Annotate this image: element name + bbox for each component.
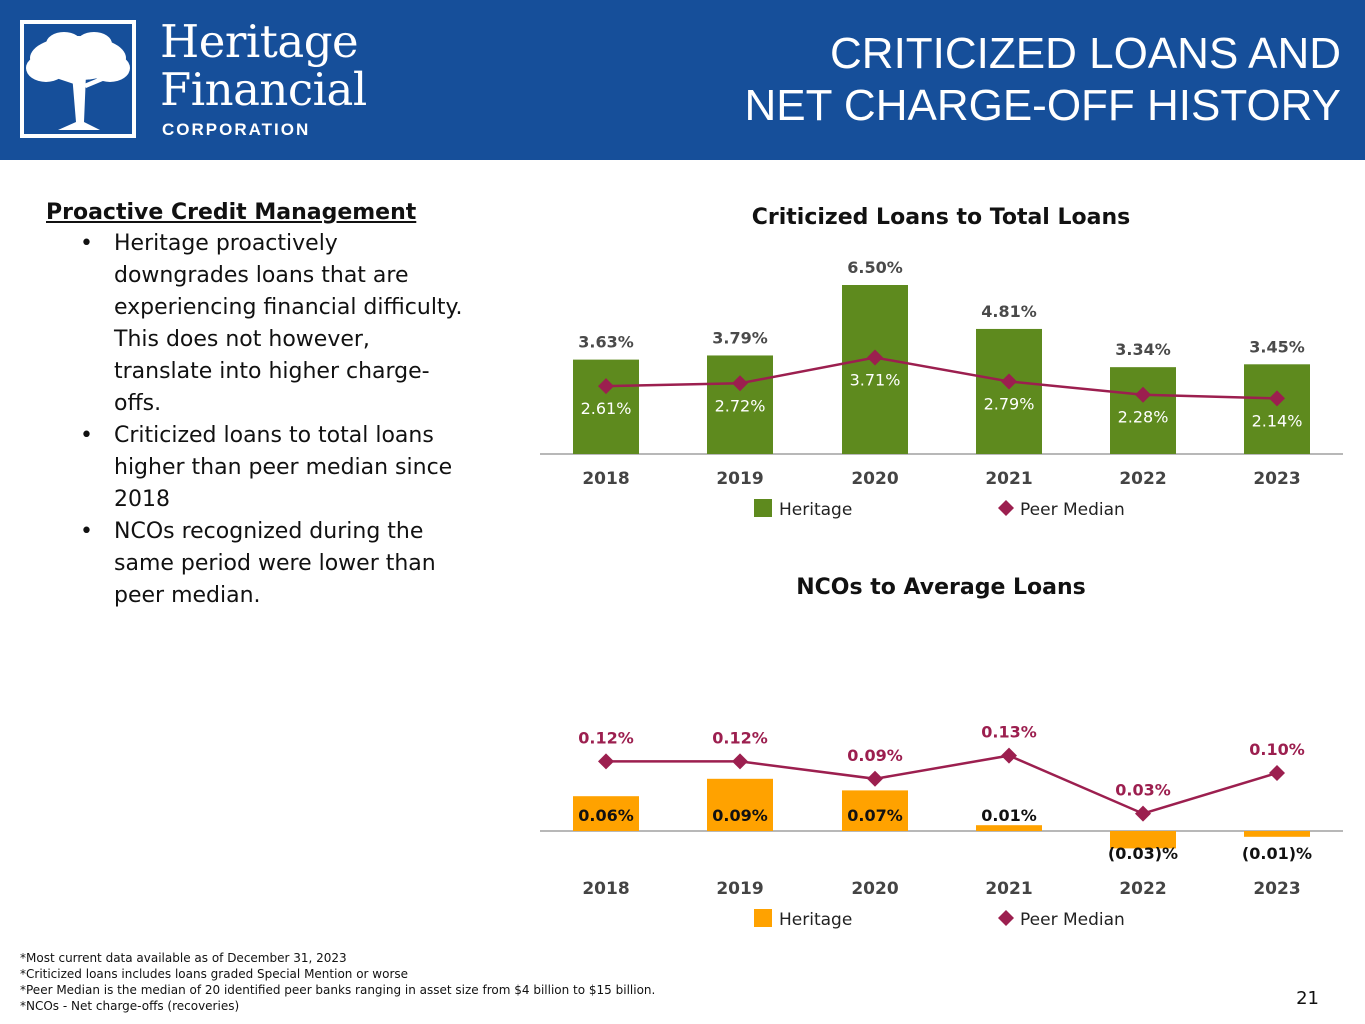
data-label-peer-median: 0.12% xyxy=(712,728,768,748)
data-label-peer-median: 2.14% xyxy=(1251,411,1303,431)
bullet-line: • Heritage proactively xyxy=(114,231,338,256)
bar-heritage xyxy=(1244,364,1310,454)
x-tick-label: 2020 xyxy=(851,469,899,489)
section-heading: Proactive Credit Management xyxy=(46,200,417,225)
data-label-heritage: 6.50% xyxy=(847,258,903,277)
x-tick-label: 2023 xyxy=(1253,469,1301,489)
data-label-peer-median: 0.12% xyxy=(578,728,634,748)
chart-title: NCOs to Average Loans xyxy=(796,575,1086,600)
data-label-heritage: 0.06% xyxy=(578,806,634,825)
chart-title: Criticized Loans to Total Loans xyxy=(751,205,1131,230)
x-tick-label: 2021 xyxy=(985,879,1033,899)
point-peer-median xyxy=(1135,806,1151,822)
data-label-heritage: 3.45% xyxy=(1249,337,1305,357)
x-tick-label: 2019 xyxy=(716,469,764,489)
page-title-line2: NET CHARGE-OFF HISTORY xyxy=(744,81,1341,130)
series-line-peer-median xyxy=(606,358,1277,399)
data-label-heritage: 0.07% xyxy=(847,806,903,825)
footnotes xyxy=(20,950,655,1014)
bar-heritage xyxy=(976,329,1042,454)
legend-label-peer-median: Peer Median xyxy=(1020,910,1125,930)
footnote: *Most current data available as of December 31, 2023 xyxy=(20,951,347,965)
point-peer-median xyxy=(1269,765,1285,781)
bullet-line: • Criticized loans to total loans xyxy=(114,423,434,448)
data-label-heritage: 3.34% xyxy=(1115,340,1171,360)
x-tick-label: 2022 xyxy=(1119,469,1167,489)
footnote: *Peer Median is the median of 20 identified peer banks ranging in asset size from $4 billion to $15 billion. xyxy=(20,983,656,997)
legend-label-heritage: Heritage xyxy=(779,500,853,520)
data-label-peer-median: 2.61% xyxy=(580,399,632,419)
x-tick-label: 2022 xyxy=(1119,879,1167,899)
bullet-line: experiencing financial difficulty. xyxy=(114,295,463,320)
bullet-line: This does not however, xyxy=(114,327,370,352)
data-label-heritage: 0.01% xyxy=(981,806,1037,825)
data-label-heritage: 4.81% xyxy=(981,301,1037,321)
data-label-peer-median: 0.09% xyxy=(847,745,903,765)
legend-label-peer-median: Peer Median xyxy=(1020,500,1125,520)
bar-heritage xyxy=(976,825,1042,831)
data-label-peer-median: 3.71% xyxy=(849,370,901,390)
data-label-heritage: (0.01)% xyxy=(1241,844,1313,863)
bar-heritage xyxy=(1244,831,1310,837)
data-label-heritage: 0.09% xyxy=(712,806,768,825)
page-number: 21 xyxy=(1296,988,1319,1009)
data-label-peer-median: 2.28% xyxy=(1117,407,1169,427)
legend-label-heritage: Heritage xyxy=(779,910,853,930)
x-tick-label: 2019 xyxy=(716,879,764,899)
bullet-line: higher than peer median since xyxy=(114,455,453,480)
data-label-peer-median: 2.79% xyxy=(983,394,1035,414)
data-label-peer-median: 0.10% xyxy=(1249,740,1305,759)
bullet-line: downgrades loans that are xyxy=(114,263,409,288)
footnote: *Criticized loans includes loans graded Special Mention or worse xyxy=(20,967,409,981)
page-title-line1: CRITICIZED LOANS AND xyxy=(830,29,1341,78)
bullet-line: translate into higher charge- xyxy=(114,359,430,384)
series-line-peer-median xyxy=(606,756,1277,814)
x-tick-label: 2020 xyxy=(851,879,899,899)
x-tick-label: 2021 xyxy=(985,469,1033,489)
point-peer-median xyxy=(598,753,614,769)
bullet-line: • NCOs recognized during the xyxy=(114,519,424,544)
footnote: *NCOs - Net charge-offs (recoveries) xyxy=(20,999,240,1013)
x-tick-label: 2018 xyxy=(582,469,630,489)
bar-heritage xyxy=(842,285,908,454)
legend-swatch-heritage xyxy=(754,909,772,927)
data-label-peer-median: 0.03% xyxy=(1115,780,1171,800)
bullet-line: 2018 xyxy=(114,487,170,512)
legend-swatch-heritage xyxy=(754,499,772,517)
logo-wordmark-heritage: Heritage xyxy=(160,15,359,68)
logo-wordmark-financial: Financial xyxy=(160,63,367,116)
bullet-line: offs. xyxy=(114,391,162,416)
bullet-line: same period were lower than xyxy=(114,551,436,576)
data-label-heritage: 3.79% xyxy=(712,328,768,348)
point-peer-median xyxy=(732,753,748,769)
data-label-peer-median: 0.13% xyxy=(981,722,1037,742)
x-tick-label: 2023 xyxy=(1253,879,1301,899)
data-label-heritage: 3.63% xyxy=(578,332,634,352)
data-label-heritage: (0.03)% xyxy=(1107,844,1179,863)
point-peer-median xyxy=(1001,748,1017,764)
data-label-peer-median: 2.72% xyxy=(714,396,766,416)
x-tick-label: 2018 xyxy=(582,879,630,899)
bullet-line: peer median. xyxy=(114,583,261,608)
legend-swatch-peer-median xyxy=(998,910,1014,926)
logo-wordmark-corporation: CORPORATION xyxy=(162,120,311,139)
legend-swatch-peer-median xyxy=(998,500,1014,516)
point-peer-median xyxy=(867,771,883,787)
